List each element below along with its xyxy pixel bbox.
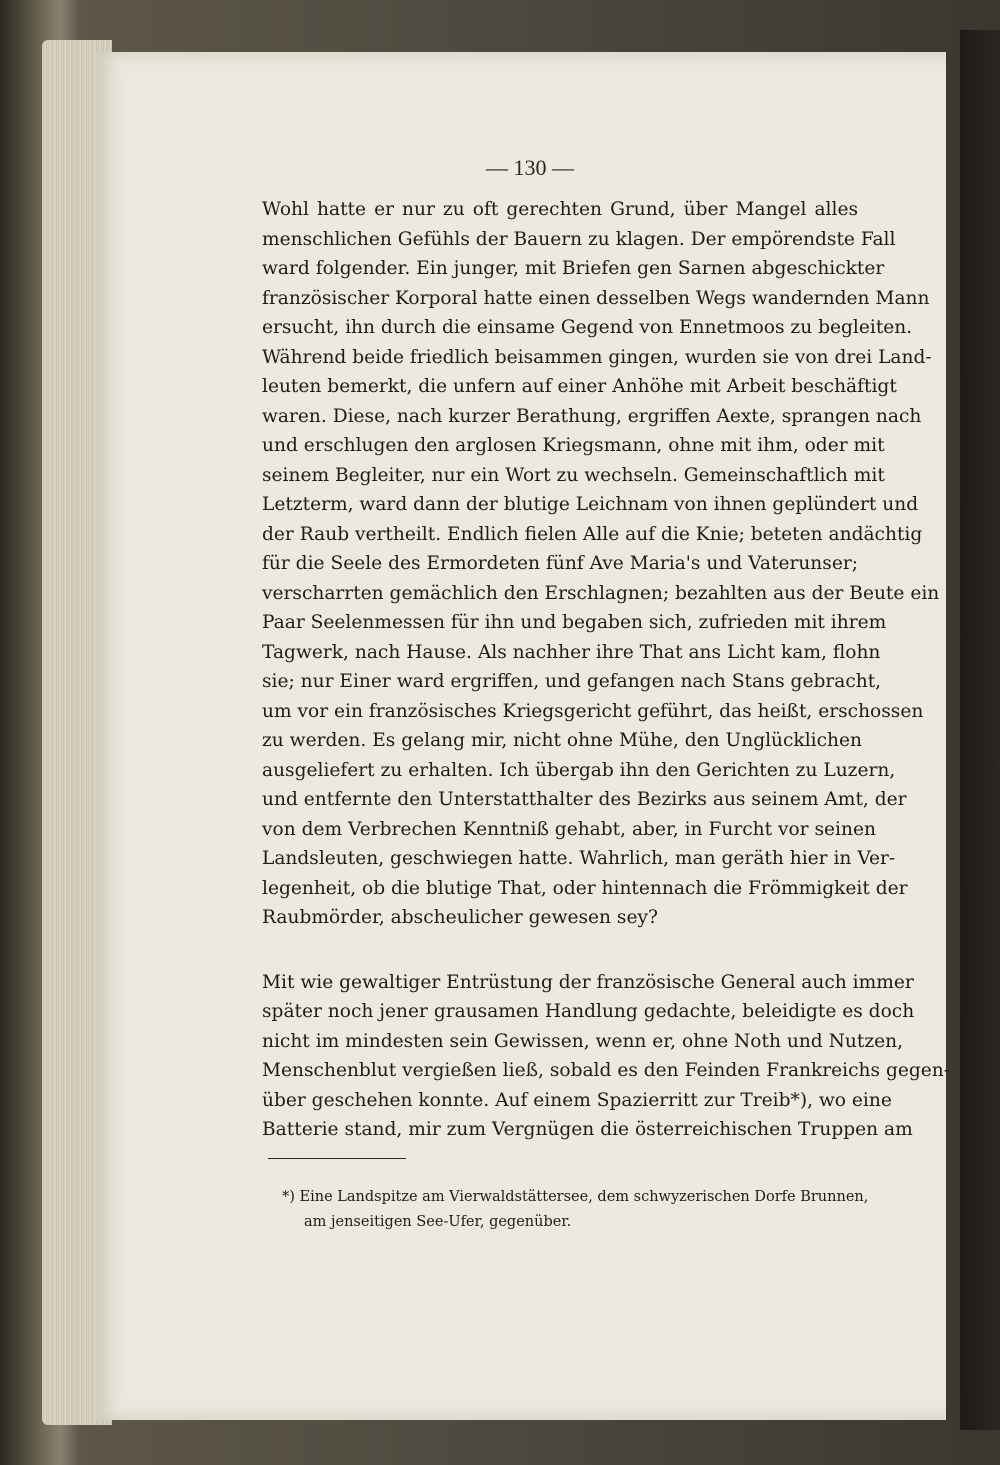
text-line: seinem Begleiter, nur ein Wort zu wechseln. Gemeinschaftlich mit <box>262 464 885 486</box>
text-line: legenheit, ob die blutige That, oder hintennach die Frömmigkeit der <box>262 877 908 899</box>
text-line: Paar Seelenmessen für ihn und begaben sich, zufrieden mit ihrem <box>262 612 887 633</box>
paragraph-gap <box>262 933 858 968</box>
text-line: sie; nur Einer ward ergriffen, und gefangen nach Stans gebracht, <box>262 671 882 692</box>
body-text <box>262 195 951 1145</box>
text-line: leuten bemerkt, die unfern auf einer Anhöhe mit Arbeit beschäftigt <box>262 376 897 397</box>
text-line: Wohl hatte er nur zu oft gerechten Grund, über Mangel alles <box>262 199 858 220</box>
text-line: Menschenblut vergießen ließ, sobald es den Feinden Frankreichs gegen- <box>262 1060 951 1081</box>
text-line: Landsleuten, geschwiegen hatte. Wahrlich, man geräth hier in Ver- <box>262 848 896 869</box>
facing-page-edge <box>960 30 1000 1430</box>
text-line: Raubmörder, abscheulicher gewesen sey? <box>262 907 658 928</box>
text-line: für die Seele des Ermordeten fünf Ave Maria's und Vaterunser; <box>262 553 858 574</box>
text-line: Während beide friedlich beisammen gingen, wurden sie von drei Land- <box>262 346 932 368</box>
footnote-line: *) Eine Landspitze am Vierwaldstättersee, dem schwyzerischen Dorfe Brunnen, <box>282 1189 869 1205</box>
footnote-line: am jenseitigen See-Ufer, gegenüber. <box>304 1214 572 1230</box>
paragraph-1 <box>262 195 940 933</box>
text-line: von dem Verbrechen Kenntniß gehabt, aber, in Furcht vor seinen <box>262 818 876 840</box>
text-line: über geschehen konnte. Auf einem Spazierritt zur Treib*), wo eine <box>262 1089 892 1111</box>
text-line: der Raub vertheilt. Endlich fielen Alle auf die Knie; beteten andächtig <box>262 523 923 545</box>
text-line: ersucht, ihn durch die einsame Gegend von Ennetmoos zu begleiten. <box>262 317 913 338</box>
page-number: — 130 — <box>486 155 574 180</box>
text-line: waren. Diese, nach kurzer Berathung, ergriffen Aexte, sprangen nach <box>262 405 922 427</box>
paragraph-2 <box>262 968 951 1145</box>
text-line: ausgeliefert zu erhalten. Ich übergab ihn den Gerichten zu Luzern, <box>262 759 896 781</box>
text-line: ward folgender. Ein junger, mit Briefen gen Sarnen abgeschickter <box>262 258 885 279</box>
text-line: Mit wie gewaltiger Entrüstung der französische General auch immer <box>262 971 914 993</box>
text-line: um vor ein französisches Kriegsgericht geführt, das heißt, erschossen <box>262 700 924 722</box>
text-line: Batterie stand, mir zum Vergnügen die österreichischen Truppen am <box>262 1119 913 1140</box>
text-line: nicht im mindesten sein Gewissen, wenn er, ohne Noth und Nutzen, <box>262 1030 904 1052</box>
text-line: Letzterm, ward dann der blutige Leichnam von ihnen geplündert und <box>262 494 919 515</box>
text-line: Tagwerk, nach Hause. Als nachher ihre That ans Licht kam, flohn <box>262 641 881 663</box>
text-line: verscharrten gemächlich den Erschlagnen; bezahlten aus der Beute ein <box>262 582 940 604</box>
text-line: später noch jener grausamen Handlung gedachte, beleidigte es doch <box>262 1001 915 1022</box>
footnote-rule <box>268 1158 406 1159</box>
footnote <box>282 1185 867 1235</box>
text-line: menschlichen Gefühls der Bauern zu klagen. Der empörendste Fall <box>262 228 896 250</box>
text-line: zu werden. Es gelang mir, nicht ohne Mühe, den Unglücklichen <box>262 730 862 751</box>
text-line: und erschlugen den arglosen Kriegsmann, ohne mit ihm, oder mit <box>262 435 885 456</box>
text-line: französischer Korporal hatte einen desselben Wegs wandernden Mann <box>262 287 930 309</box>
text-line: und entfernte den Unterstatthalter des Bezirks aus seinem Amt, der <box>262 789 907 810</box>
